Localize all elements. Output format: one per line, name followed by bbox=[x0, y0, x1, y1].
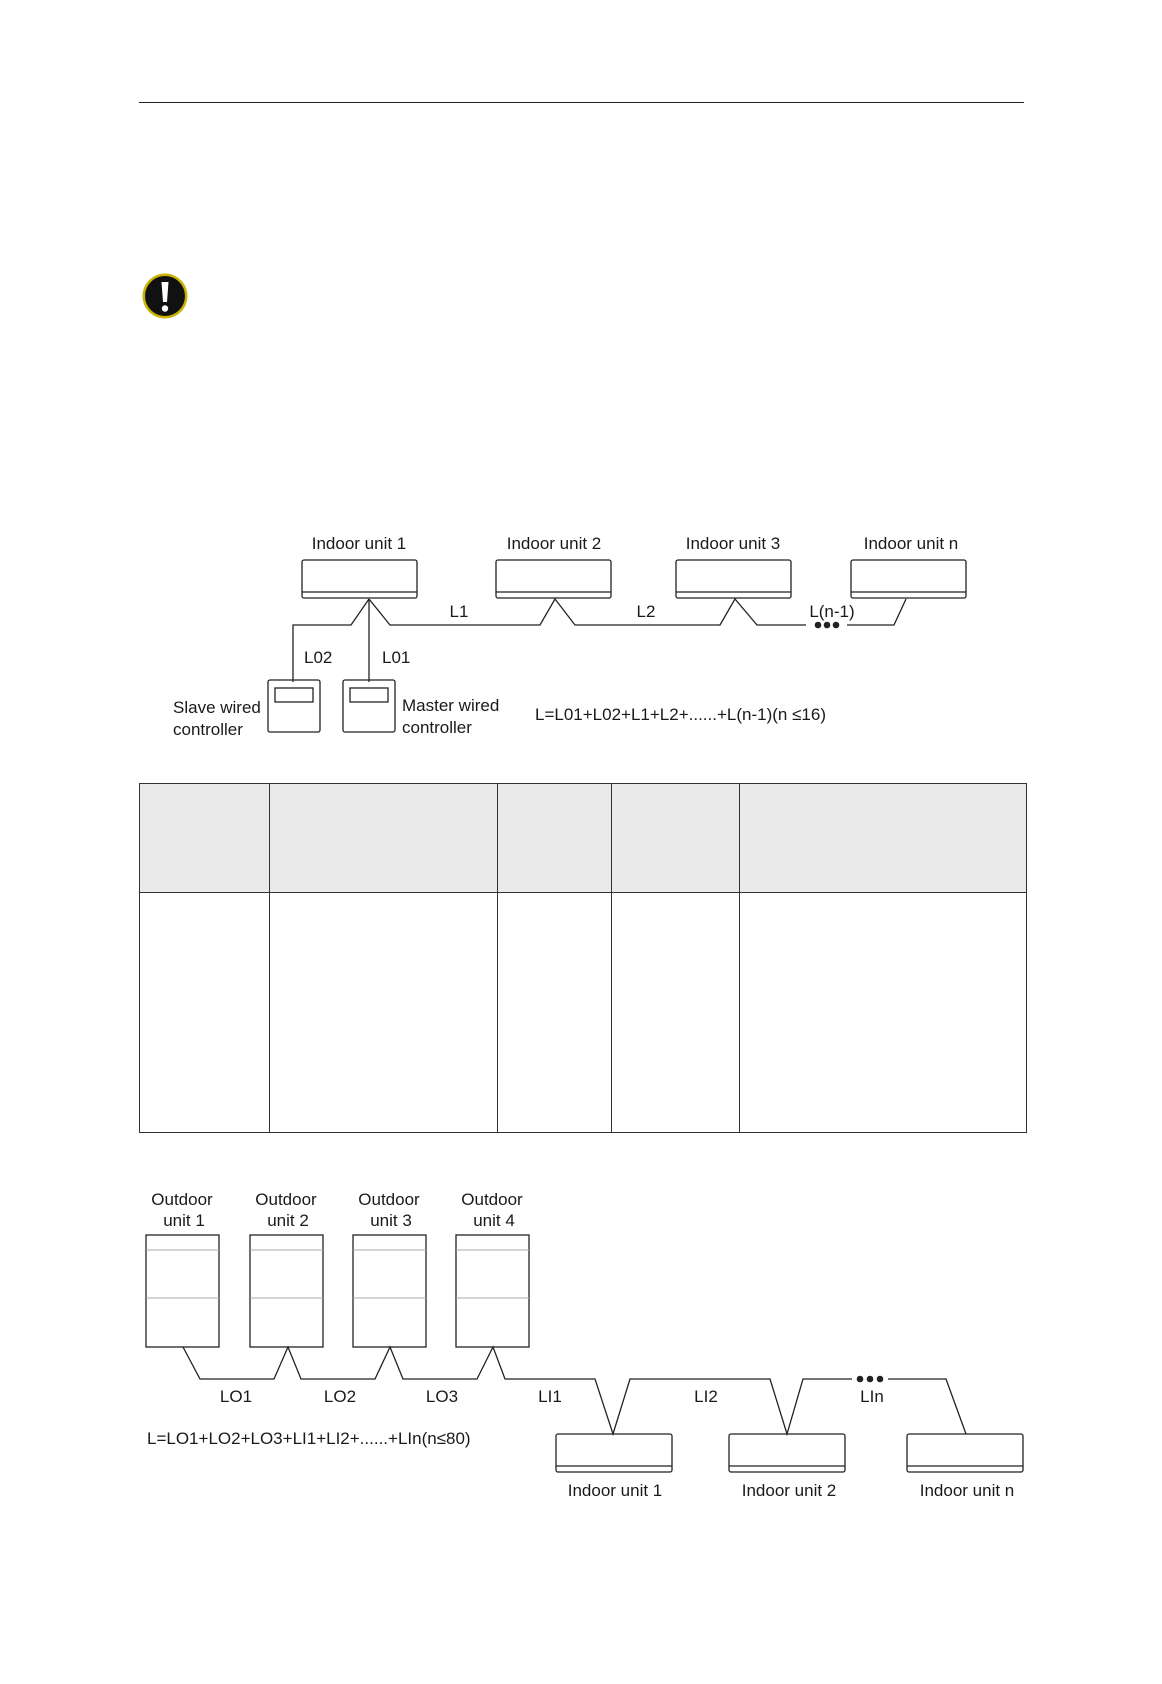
outdoor-unit-label: unit 3 bbox=[370, 1211, 412, 1230]
segment-label: LO2 bbox=[323, 1387, 357, 1406]
indoor-unit-label: Indoor unit n bbox=[863, 534, 959, 553]
indoor-unit-label: Indoor unit 2 bbox=[741, 1481, 837, 1500]
outdoor-unit-2-box bbox=[250, 1235, 323, 1347]
outdoor-unit-4-box bbox=[456, 1235, 529, 1347]
segment-label: L2 bbox=[636, 602, 656, 621]
segment-label: L(n-1) bbox=[809, 602, 855, 621]
outdoor-unit-label: Outdoor bbox=[461, 1190, 523, 1209]
outdoor-unit-3-box bbox=[353, 1235, 426, 1347]
outdoor-unit-label: Outdoor bbox=[151, 1190, 213, 1209]
length-formula: L=L01+L02+L1+L2+......+L(n-1)(n ≤16) bbox=[535, 705, 826, 724]
outdoor-unit-label: unit 2 bbox=[267, 1211, 309, 1230]
indoor-unit-label: Indoor unit 2 bbox=[506, 534, 602, 553]
ellipsis-dots bbox=[857, 1376, 884, 1383]
indoor-unit-box bbox=[907, 1434, 1023, 1472]
segment-label: LO1 bbox=[219, 1387, 253, 1406]
indoor-unit-label: Indoor unit n bbox=[919, 1481, 1015, 1500]
outdoor-unit-label: unit 4 bbox=[473, 1211, 515, 1230]
length-formula: L=LO1+LO2+LO3+LI1+LI2+......+LIn(n≤80) bbox=[147, 1429, 471, 1448]
outdoor-wire bbox=[183, 1347, 852, 1434]
outdoor-unit-1-box bbox=[146, 1235, 219, 1347]
slave-controller-label: controller bbox=[173, 720, 243, 739]
outdoor-unit-label: Outdoor bbox=[358, 1190, 420, 1209]
segment-label: LO3 bbox=[425, 1387, 459, 1406]
segment-label: LIn bbox=[860, 1387, 884, 1406]
segment-label: LI2 bbox=[694, 1387, 718, 1406]
segment-label: L1 bbox=[449, 602, 469, 621]
master-controller-label: Master wired bbox=[402, 696, 500, 715]
indoor-unit-box bbox=[556, 1434, 672, 1472]
indoor-wire-end bbox=[888, 1379, 966, 1434]
segment-label: L02 bbox=[304, 648, 333, 667]
indoor-unit-label: Indoor unit 3 bbox=[685, 534, 781, 553]
slave-controller-label: Slave wired bbox=[173, 698, 261, 717]
outdoor-unit-label: Outdoor bbox=[255, 1190, 317, 1209]
segment-label: LI1 bbox=[538, 1387, 562, 1406]
indoor-unit-label: Indoor unit 1 bbox=[311, 534, 407, 553]
indoor-unit-box bbox=[729, 1434, 845, 1472]
outdoor-unit-label: unit 1 bbox=[163, 1211, 205, 1230]
indoor-unit-label: Indoor unit 1 bbox=[567, 1481, 663, 1500]
segment-label: L01 bbox=[382, 648, 411, 667]
master-controller-label: controller bbox=[402, 718, 472, 737]
